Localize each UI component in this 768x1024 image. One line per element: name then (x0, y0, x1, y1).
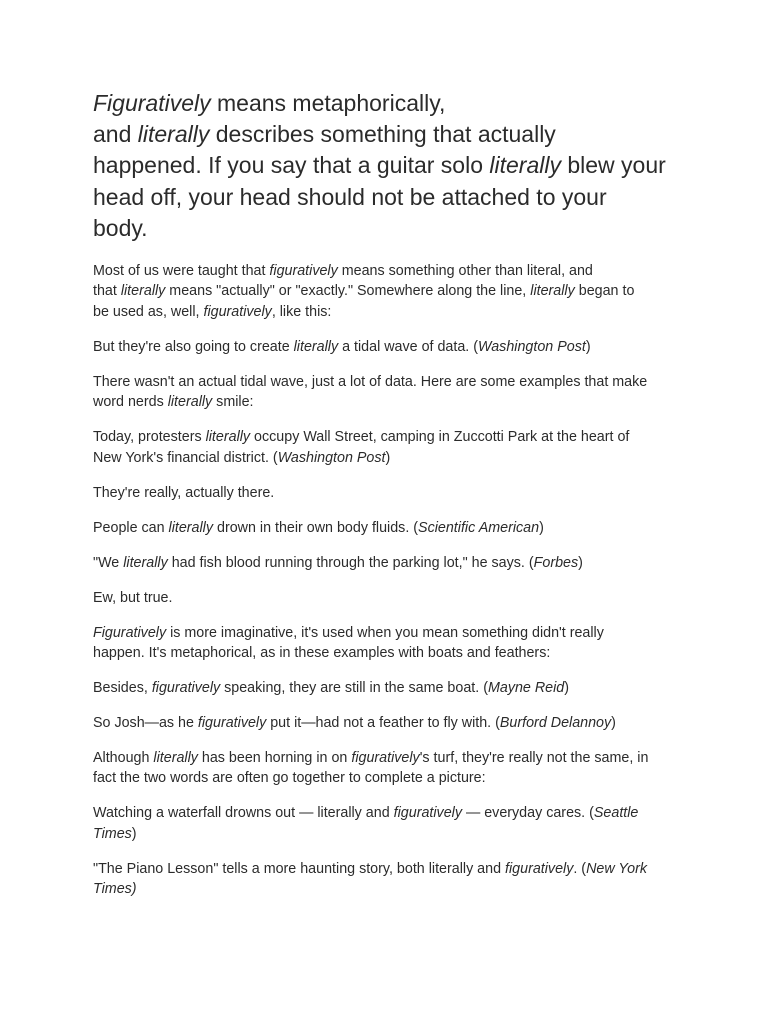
italic-text: figuratively (269, 263, 338, 280)
italic-text: Seattle (593, 805, 639, 822)
body-paragraph (93, 859, 683, 900)
italic-text: Mayne Reid (487, 680, 565, 697)
italic-text: figuratively (505, 860, 574, 877)
body-paragraph (93, 261, 683, 322)
text-segment: Most of us were taught that (93, 263, 270, 280)
text-segment: smile: (212, 394, 254, 411)
body-paragraph (93, 713, 683, 733)
italic-text: figuratively (151, 680, 221, 697)
text-segment: "We (93, 554, 124, 571)
text-segment: 's turf, they're really not the same, in (419, 750, 649, 767)
text-segment: — everyday cares. ( (461, 805, 594, 822)
italic-text: literally (137, 121, 210, 148)
text-segment: means "actually" or "exactly." Somewhere along the line, (165, 283, 531, 300)
text-segment: blew your (560, 152, 666, 179)
text-segment: People can (93, 519, 169, 536)
italic-text: Times (93, 825, 132, 842)
italic-text: literally (489, 152, 561, 179)
text-segment: a tidal wave of data. ( (338, 338, 478, 355)
italic-text: literally (293, 338, 339, 355)
text-segment: occupy Wall Street, camping in Zuccotti Park at the heart of (250, 429, 630, 446)
text-segment: fact the two words are often go together to complete a picture: (93, 770, 486, 787)
italic-text: Washington Post (478, 338, 586, 355)
italic-text: figuratively (197, 715, 267, 732)
italic-text: Figuratively (93, 90, 211, 116)
text-segment: speaking, they are still in the same boat. ( (220, 680, 488, 697)
text-segment: ) (578, 554, 583, 571)
body-paragraph (93, 588, 683, 608)
text-segment: New York's financial district. ( (93, 449, 278, 466)
text-segment: Besides, (93, 680, 152, 697)
italic-text: literally (120, 283, 166, 300)
text-segment: happen. It's metaphorical, as in these examples with boats and feathers: (93, 645, 551, 662)
text-segment: So Josh—as he (93, 715, 198, 732)
italic-text: literally (530, 283, 575, 300)
text-segment: They're really, actually there. (93, 484, 275, 501)
text-segment: be used as, well, (93, 303, 204, 320)
italic-text: literally (123, 554, 168, 571)
text-segment: But they're also going to create (93, 338, 294, 355)
text-segment: head off, your head should not be attached to your (93, 183, 607, 210)
body-paragraph (93, 553, 683, 573)
document-page (93, 88, 683, 914)
body-paragraph (93, 748, 683, 789)
lead-paragraph (93, 88, 683, 244)
body-paragraph (93, 337, 683, 357)
body-paragraph (93, 483, 683, 503)
italic-text: Washington Post (277, 449, 386, 466)
text-segment: ) (385, 449, 391, 466)
text-segment: Ew, but true. (93, 589, 173, 606)
text-segment: word nerds (93, 394, 168, 411)
text-segment: . ( (573, 860, 587, 877)
italic-text: Figuratively (93, 624, 167, 641)
text-segment: ) (585, 338, 591, 355)
text-segment: "The Piano Lesson" tells a more haunting story, both literally and (93, 860, 506, 877)
text-segment: body. (93, 214, 148, 241)
text-segment: means something other than literal, and (337, 263, 593, 280)
italic-text: figuratively (203, 303, 272, 320)
text-segment: means metaphorically, (210, 90, 446, 116)
text-segment: drown in their own body fluids. ( (213, 519, 419, 536)
text-segment: ) (539, 519, 544, 536)
italic-text: figuratively (351, 750, 420, 767)
italic-text: literally (153, 750, 198, 767)
text-segment: is more imaginative, it's used when you mean something didn't really (166, 624, 604, 641)
text-segment: began to (574, 283, 635, 300)
text-segment: ) (131, 825, 137, 842)
italic-text: literally (205, 429, 251, 446)
italic-text: Scientific American (418, 519, 540, 536)
body-paragraph (93, 803, 683, 844)
text-segment: Today, protesters (93, 429, 206, 446)
italic-text: New York (586, 860, 648, 877)
text-segment: put it—had not a feather to fly with. ( (266, 715, 500, 732)
body-paragraphs (93, 261, 683, 900)
text-segment: Watching a waterfall drowns out — literally and (93, 805, 394, 822)
text-segment: Although (93, 750, 154, 767)
text-segment: ) (564, 680, 570, 697)
italic-text: Forbes (533, 554, 579, 571)
text-segment: happened. If you say that a guitar solo (93, 152, 490, 179)
italic-text: Burford Delannoy (499, 715, 612, 732)
text-segment: that (93, 283, 121, 300)
text-segment: and (93, 121, 138, 148)
text-segment: had fish blood running through the parking lot," he says. ( (167, 554, 534, 571)
body-paragraph (93, 372, 683, 413)
italic-text: Times) (93, 881, 137, 898)
text-segment: has been horning in on (197, 750, 352, 767)
body-paragraph (93, 518, 683, 538)
body-paragraph (93, 427, 683, 468)
body-paragraph (93, 623, 683, 664)
italic-text: figuratively (393, 805, 462, 822)
italic-text: literally (168, 519, 214, 536)
text-segment: ) (611, 715, 616, 732)
text-segment: describes something that actually (209, 121, 556, 148)
italic-text: literally (167, 394, 213, 411)
text-segment: , like this: (271, 303, 332, 320)
text-segment: There wasn't an actual tidal wave, just a lot of data. Here are some examples that make (93, 373, 648, 390)
body-paragraph (93, 678, 683, 698)
